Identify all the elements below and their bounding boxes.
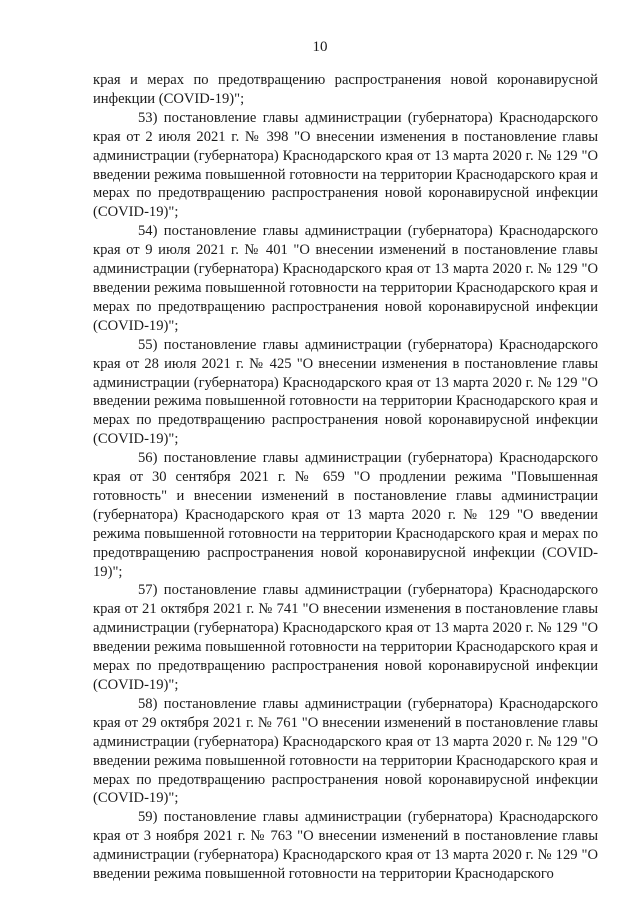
list-item-number: 54) [138, 223, 158, 240]
list-item-59 [93, 808, 598, 884]
list-item-text: постановление главы администрации (губернатора) Краснодарского края от 3 ноября 2021 г. № 763 "О внесении изменений в постановление главы администрации (губернатора) Краснодарского края от 13 марта 2020 г. № 129 "О введении режима повышенной готовности на территории Краснодарского [93, 809, 598, 883]
list-item-55 [93, 336, 598, 449]
list-item-53 [93, 109, 598, 222]
list-item-text: постановление главы администрации (губернатора) Краснодарского края от 30 сентября 2021 г. № 659 "О продлении режима "Повышенная готовность" и внесении изменений в постановление главы администрации (губернатора) Краснодарского края от 13 марта 2020 г. № 129 "О введении режима повышенной готовности на территории Краснодарского края и мерах по предотвращению распространения новой коронавирусной инфекции (COVID-19)"; [93, 450, 598, 580]
list-item-number: 57) [138, 582, 158, 599]
list-item-text: постановление главы администрации (губернатора) Краснодарского края от 21 октября 2021 г. № 741 "О внесении изменения в постановление главы администрации (губернатора) Краснодарского края от 13 марта 2020 г. № 129 "О введении режима повышенной готовности на территории Краснодарского края и мерах по предотвращению распространения новой коронавирусной инфекции (COVID-19)"; [93, 582, 598, 693]
list-item-54 [93, 222, 598, 335]
list-item-number: 53) [138, 109, 158, 126]
list-item-text: постановление главы администрации (губернатора) Краснодарского края от 2 июля 2021 г. № 398 "О внесении изменения в постановление главы администрации (губернатора) Краснодарского края от 13 марта 2020 г. № 129 "О введении режима повышенной готовности на территории Краснодарского края и мерах по предотвращению распространения новой коронавирусной инфекции (COVID-19)"; [93, 109, 598, 221]
list-item-text: постановление главы администрации (губернатора) Краснодарского края от 28 июля 2021 г. № 425 "О внесении изменения в постановление главы администрации (губернатора) Краснодарского края от 13 марта 2020 г. № 129 "О введении режима повышенной готовности на территории Краснодарского края и мерах по предотвращению распространения новой коронавирусной инфекции (COVID-19)"; [93, 336, 598, 448]
list-item-number: 55) [138, 336, 158, 353]
document-body [93, 71, 598, 884]
list-item-number: 58) [138, 695, 158, 712]
list-item-57 [93, 581, 598, 694]
continuation-paragraph: края и мерах по предотвращению распространения новой коронавирусной инфекции (COVID-19)"; [93, 72, 598, 107]
list-item-text: постановление главы администрации (губернатора) Краснодарского края от 29 октября 2021 г. № 761 "О внесении изменений в постановление главы администрации (губернатора) Краснодарского края от 13 марта 2020 г. № 129 "О введении режима повышенной готовности на территории Краснодарского края и мерах по предотвращению распространения новой коронавирусной инфекции (COVID-19)"; [93, 695, 598, 807]
page-number: 10 [312, 39, 328, 55]
list-item-number: 56) [138, 450, 158, 467]
list-item-text: постановление главы администрации (губернатора) Краснодарского края от 9 июля 2021 г. № 401 "О внесении изменений в постановление главы администрации (губернатора) Краснодарского края от 13 марта 2020 г. № 129 "О введении режима повышенной готовности на территории Краснодарского края и мерах по предотвращению распространения новой коронавирусной инфекции (COVID-19)"; [93, 223, 598, 334]
list-item-58 [93, 695, 598, 808]
list-item-number: 59) [138, 809, 158, 826]
list-item-56 [93, 449, 598, 581]
